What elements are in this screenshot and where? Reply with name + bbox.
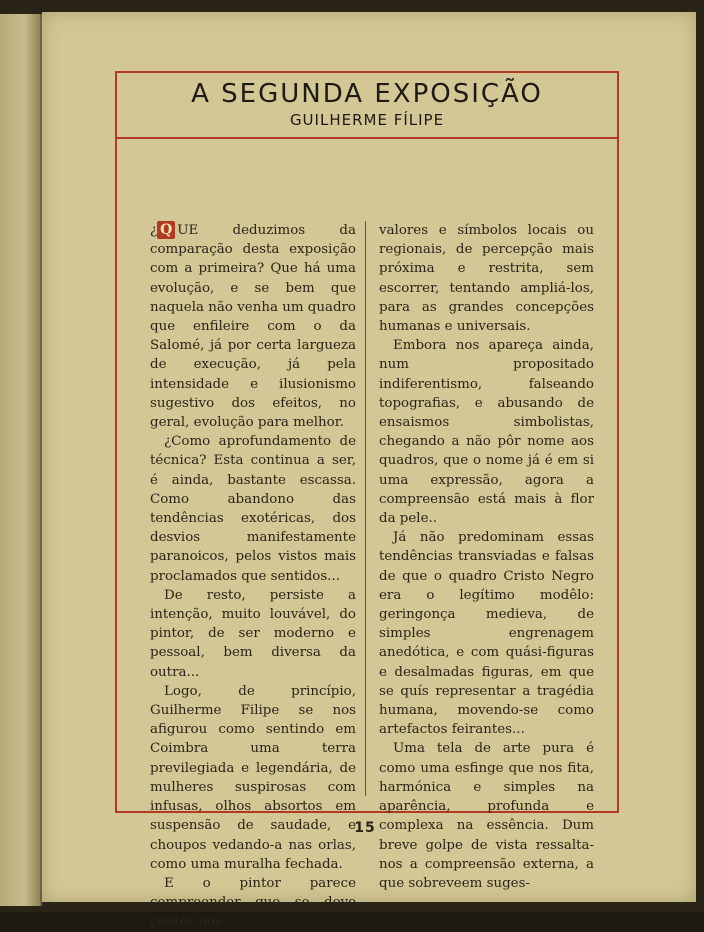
paragraph: Uma tela de arte pura é como uma esfinge que nos fita, harmónica e simples na aparência, profunda e complexa na essência. Dum breve golpe de vista ressalta-nos a compreensão externa, a que sobreveem suges- bbox=[379, 741, 594, 891]
paragraph-text: UE deduzimos da comparação desta exposição com a primeira? Que há uma evolução, e se bem que naquela não venha um quadro que enfileire com o da Salomé, já por certa largueza de execução, já pela intensidade e ilusionismo sugestivo dos efeitos, no geral, evolução para melhor. bbox=[150, 223, 356, 431]
paragraph: E o pintor parece compreender que se deve conter nos bbox=[150, 875, 356, 930]
article-title: A SEGUNDA EXPOSIÇÃO bbox=[191, 79, 543, 109]
column-divider bbox=[365, 221, 366, 796]
title-block bbox=[117, 73, 617, 139]
paragraph: Embora nos apareça ainda, num propositado indiferentismo, falseando topografias, e abusando de ensaismos simbolistas, chegando a não pôr nome aos quadros, que o nome já é em si uma expressão, agora a compreensão está mais à flor da pele.. bbox=[379, 338, 594, 527]
paragraph: Logo, de princípio, Guilherme Filipe se nos afigurou como sentindo em Coimbra uma terra previlegiada e legendária, de mulheres suspirosas com infusas, olhos absortos em suspensão de saudade, e choupos vedando-a nas orlas, como uma muralha fechada. bbox=[150, 683, 356, 872]
page bbox=[42, 12, 696, 930]
paragraph: De resto, persiste a intenção, muito louvável, do pintor, de ser moderno e pessoal, bem diversa da outra... bbox=[150, 587, 356, 680]
paragraph: Já não predominam essas tendências transviadas e falsas de que o quadro Cristo Negro era o legítimo modêlo: geringonça medieva, de simples engrenagem anedótica, e com quási-figuras e desalmadas figuras, em que se quís representar a tragédia humana, movendo-se como artefactos feirantes... bbox=[379, 530, 594, 738]
facing-page-edge bbox=[0, 14, 42, 906]
inverted-question-mark: ¿ bbox=[150, 223, 158, 238]
drop-cap-letter: Q bbox=[157, 221, 175, 239]
paragraph: valores e símbolos locais ou regionais, de percepção mais próxima e restrita, sem escorrer, tentando ampliá-los, para as grandes concepções humanas e universais. bbox=[379, 223, 594, 335]
paragraph bbox=[150, 221, 356, 432]
page-number: 15 bbox=[354, 820, 376, 836]
article-author: GUILHERME FÍLIPE bbox=[289, 111, 445, 129]
right-column bbox=[379, 221, 594, 893]
paragraph: ¿Como aprofundamento de técnica? Esta continua a ser, é ainda, bastante escassa. Como abandono das tendências exotéricas, dos desvios manifestamente paranoicos, pelos vistos mais proclamados que sentidos... bbox=[150, 434, 356, 584]
